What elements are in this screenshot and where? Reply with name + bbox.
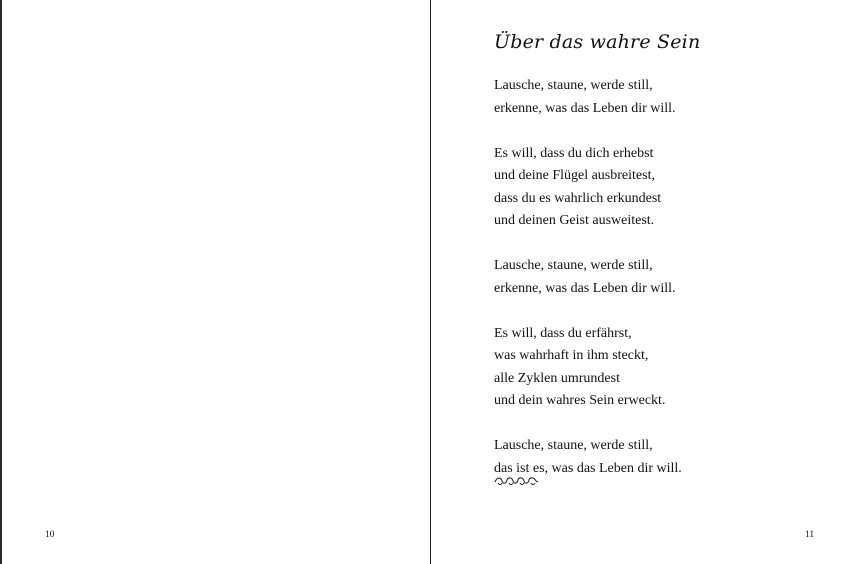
- poem-line: Es will, dass du dich erhebst: [494, 145, 654, 161]
- poem-line: erkenne, was das Leben dir will.: [494, 100, 676, 116]
- poem-line: erkenne, was das Leben dir will.: [494, 280, 676, 296]
- poem-line: und deine Flügel ausbreitest,: [494, 168, 655, 183]
- poem-line: Lausche, staune, werde still,: [494, 78, 653, 93]
- stanza: [494, 323, 824, 413]
- page-number-left: 10: [45, 530, 55, 540]
- page-number-right: 11: [805, 530, 815, 540]
- poem-title: Über das wahre Sein: [494, 31, 701, 53]
- left-page: [2, 0, 430, 564]
- poem-line: und deinen Geist ausweitest.: [494, 213, 655, 228]
- poem-line: Lausche, staune, werde still,: [494, 438, 653, 453]
- stanza: [494, 143, 824, 233]
- stanza: [494, 435, 824, 480]
- poem-line: was wahrhaft in ihm steckt,: [494, 348, 649, 363]
- poem-line: und dein wahres Sein erweckt.: [494, 393, 666, 408]
- poem-line: das ist es, was das Leben dir will.: [494, 460, 682, 476]
- poem-line: Es will, dass du erfährst,: [494, 325, 632, 341]
- poem-body: [494, 75, 824, 488]
- stanza: [494, 75, 824, 120]
- poem-line: Lausche, staune, werde still,: [494, 258, 653, 273]
- right-page: [431, 0, 859, 564]
- poem-line: alle Zyklen umrundest: [494, 370, 620, 386]
- poem-line: dass du es wahrlich erkundest: [494, 190, 662, 206]
- stanza: [494, 255, 824, 300]
